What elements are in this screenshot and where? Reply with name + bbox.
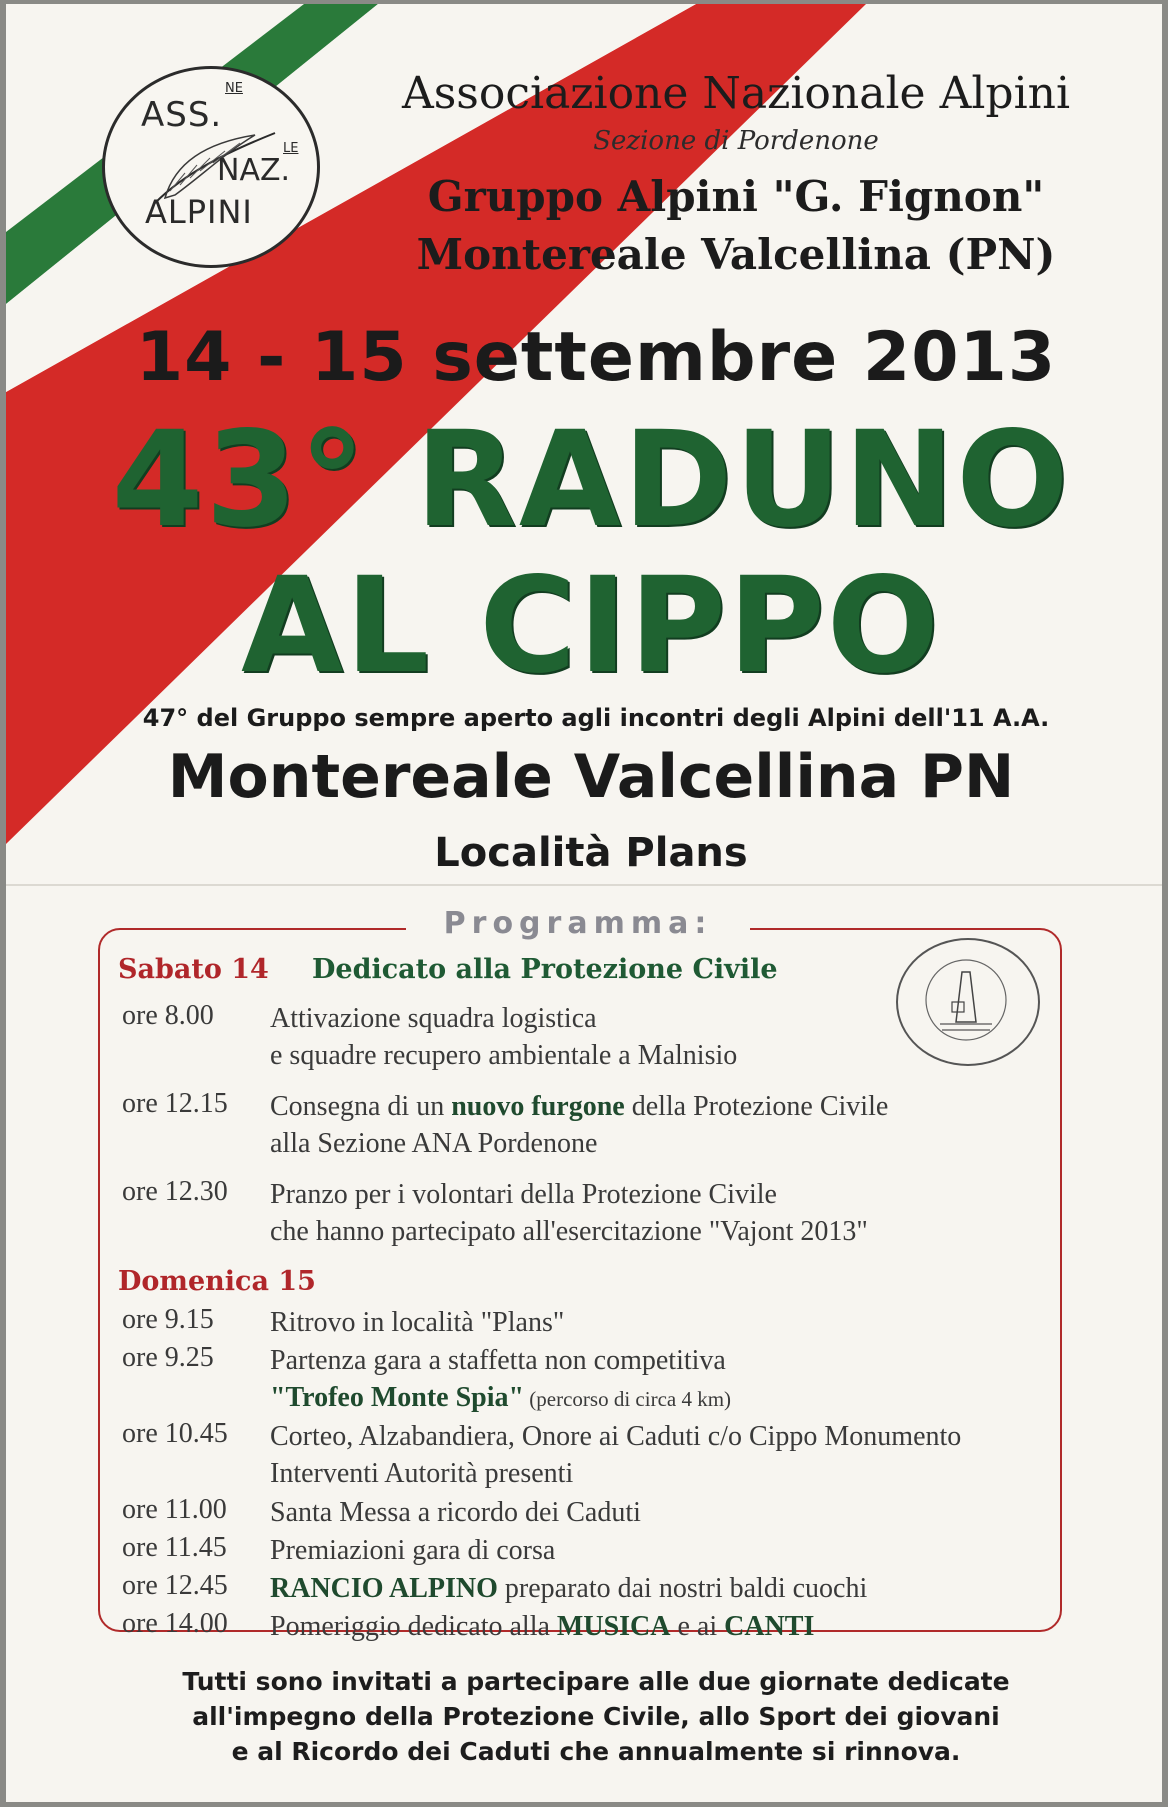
schedule-text: e ai [670, 1611, 725, 1642]
association-name: Associazione Nazionale Alpini [401, 68, 1071, 119]
schedule-text: Pomeriggio dedicato alla [270, 1611, 557, 1642]
title-line-1: 43° RADUNO [111, 403, 1071, 557]
logo-text-le: LE [283, 141, 299, 156]
schedule-text-2: alla Sezione ANA Pordenone [270, 1128, 598, 1159]
schedule-time: ore 12.30 [122, 1176, 228, 1207]
section-name: Sezione di Pordenone [593, 126, 879, 156]
event-place: Montereale Valcellina PN [167, 742, 1015, 812]
fold-line [6, 884, 1162, 886]
schedule-text-2: che hanno partecipato all'esercitazione "Vajont 2013" [270, 1216, 868, 1247]
schedule-highlight: RANCIO ALPINO [270, 1573, 498, 1604]
schedule-time: ore 11.00 [122, 1494, 227, 1525]
schedule-time: ore 9.15 [122, 1304, 214, 1335]
group-location: Montereale Valcellina (PN) [416, 230, 1056, 279]
schedule-time: ore 14.00 [122, 1608, 228, 1639]
saturday-heading: Sabato 14 [118, 954, 269, 985]
schedule-text: Ritrovo in località "Plans" [270, 1307, 565, 1338]
event-date: 14 - 15 settembre 2013 [135, 318, 1057, 397]
programme-title: Programma: [406, 906, 750, 941]
schedule-text-2: e squadre recupero ambientale a Malnisio [270, 1040, 738, 1071]
schedule-time: ore 10.45 [122, 1418, 228, 1449]
schedule-time: ore 8.00 [122, 1000, 214, 1031]
logo-text-alpini: ALPINI [145, 193, 253, 231]
sunday-heading: Domenica 15 [118, 1266, 316, 1297]
title-line-2: AL CIPPO [241, 549, 941, 703]
schedule-text: Corteo, Alzabandiera, Onore ai Caduti c/o Cippo Monumento [270, 1421, 962, 1452]
schedule-text: Pranzo per i volontari della Protezione Civile [270, 1179, 777, 1210]
poster [6, 4, 1162, 1802]
saturday-dedication: Dedicato alla Protezione Civile [312, 954, 778, 985]
closing-line: Tutti sono invitati a partecipare alle due giornate dedicate [182, 1667, 1010, 1696]
schedule-text: Attivazione squadra logistica [270, 1003, 597, 1034]
schedule-text: Premiazioni gara di corsa [270, 1535, 556, 1566]
schedule-text: Partenza gara a staffetta non competitiva [270, 1345, 726, 1376]
schedule-text: Santa Messa a ricordo dei Caduti [270, 1497, 641, 1528]
closing-invitation [66, 1664, 1126, 1769]
schedule-text: della Protezione Civile [624, 1091, 889, 1122]
schedule-time: ore 11.45 [122, 1532, 227, 1563]
schedule-text-2: Interventi Autorità presenti [270, 1458, 574, 1489]
schedule-note: (percorso di circa 4 km) [524, 1387, 732, 1411]
schedule-highlight: MUSICA [556, 1611, 671, 1642]
group-name: Gruppo Alpini "G. Fignon" [427, 172, 1045, 221]
schedule-time: ore 9.25 [122, 1342, 214, 1373]
schedule-text: preparato dai nostri baldi cuochi [497, 1573, 868, 1604]
schedule-time: ore 12.15 [122, 1088, 228, 1119]
closing-line: all'impegno della Protezione Civile, allo Sport dei giovani [192, 1702, 1000, 1731]
ana-logo [102, 66, 320, 268]
subtitle: 47° del Gruppo sempre aperto agli incontri degli Alpini dell'11 A.A. [142, 704, 1050, 732]
schedule-text: Consegna di un [270, 1091, 452, 1122]
schedule-time: ore 12.45 [122, 1570, 228, 1601]
closing-line: e al Ricordo dei Caduti che annualmente si rinnova. [231, 1737, 961, 1766]
logo-text-naz: NAZ. [217, 153, 291, 188]
schedule-highlight: "Trofeo Monte Spia" [270, 1382, 525, 1413]
event-locality: Località Plans [434, 830, 748, 876]
logo-text-ne: NE [225, 81, 243, 96]
schedule-highlight: CANTI [724, 1611, 815, 1642]
logo-text-ass: ASS. [141, 95, 223, 135]
schedule-highlight: nuovo furgone [451, 1091, 625, 1122]
